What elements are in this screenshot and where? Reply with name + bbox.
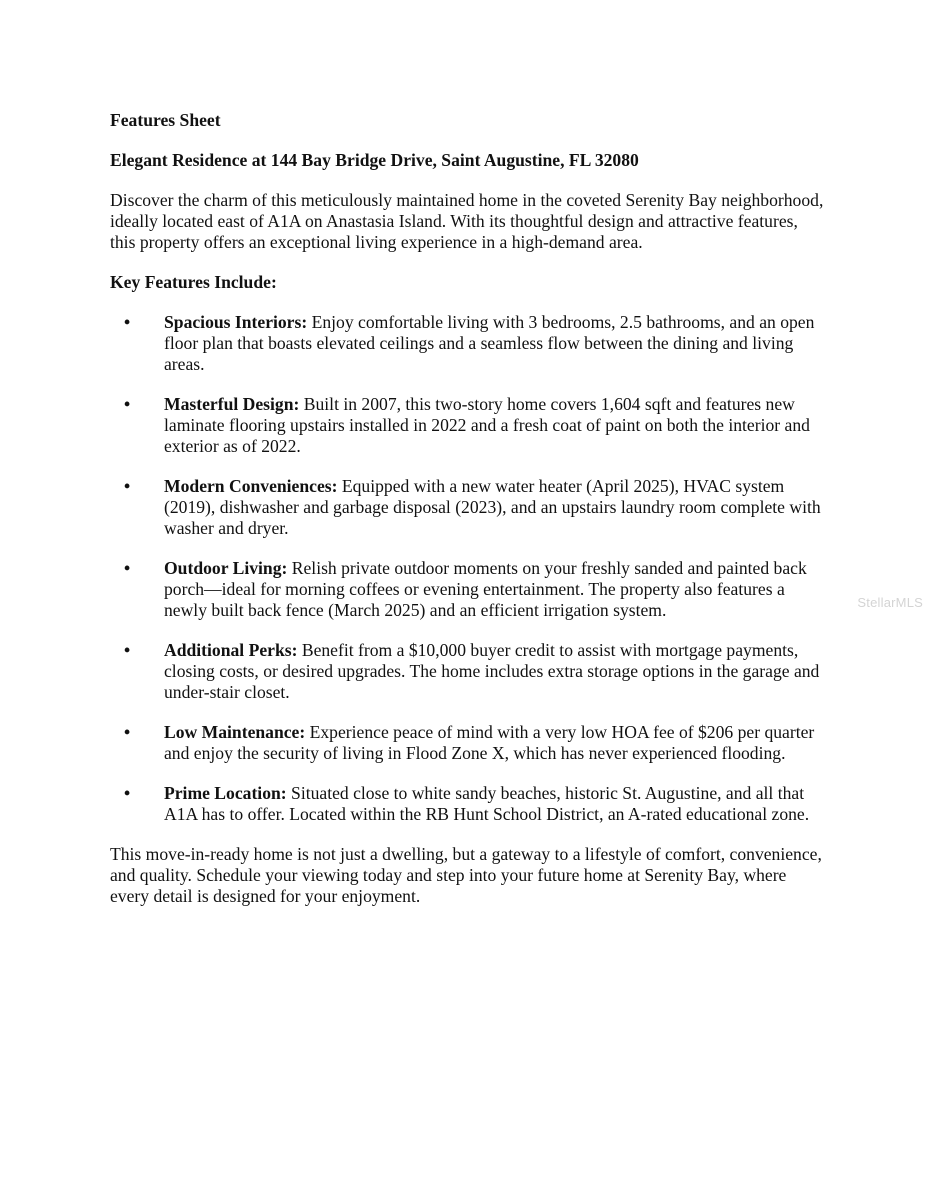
document-label: Features Sheet <box>110 110 221 130</box>
stellarmls-watermark: StellarMLS <box>857 595 923 610</box>
bullet-icon: • <box>124 394 131 414</box>
feature-text: Built in 2007, this two-story home covers 1,604 sqft and features new laminate flooring upstairs installed in 2022 and a fresh coat of paint on both the interior and exterior as of 2022. <box>164 394 810 456</box>
feature-name: Modern Conveniences: <box>164 476 338 496</box>
feature-text: Equipped with a new water heater (April 2025), HVAC system (2019), dishwasher and garbage disposal (2023), and an upstairs laundry room complete with washer and dryer. <box>164 476 821 538</box>
bullet-icon: • <box>124 558 131 578</box>
feature-name: Prime Location: <box>164 783 287 803</box>
features-heading: Key Features Include: <box>110 272 277 292</box>
feature-text: Enjoy comfortable living with 3 bedrooms, 2.5 bathrooms, and an open floor plan that boasts elevated ceilings and a seamless flow between the dining and living areas. <box>164 312 815 374</box>
feature-text: Benefit from a $10,000 buyer credit to assist with mortgage payments, closing costs, or desired upgrades. The home includes extra storage options in the garage and under-stair closet. <box>164 640 820 702</box>
intro-paragraph: Discover the charm of this meticulously maintained home in the coveted Serenity Bay neighborhood, ideally located east of A1A on Anastasia Island. With its thoughtful design and attractive features, this property offers an exceptional living experience in a high-demand area. <box>110 190 824 252</box>
feature-item-low-maintenance <box>110 722 826 764</box>
bullet-icon: • <box>124 640 131 660</box>
bullet-icon: • <box>124 312 131 332</box>
feature-name: Low Maintenance: <box>164 722 306 742</box>
feature-item-masterful-design <box>110 394 826 457</box>
feature-item-outdoor-living <box>110 558 826 621</box>
feature-text: Relish private outdoor moments on your freshly sanded and painted back porch—ideal for morning coffees or evening entertainment. The property also features a newly built back fence (March 2025) and an efficient irrigation system. <box>164 558 807 620</box>
feature-name: Masterful Design: <box>164 394 300 414</box>
document-page <box>110 110 826 907</box>
feature-name: Additional Perks: <box>164 640 298 660</box>
feature-item-additional-perks <box>110 640 826 703</box>
bullet-icon: • <box>124 722 131 742</box>
feature-list <box>110 312 826 825</box>
feature-text: Experience peace of mind with a very low HOA fee of $206 per quarter and enjoy the security of living in Flood Zone X, which has never experienced flooding. <box>164 722 815 763</box>
feature-name: Spacious Interiors: <box>164 312 308 332</box>
bullet-icon: • <box>124 476 131 496</box>
feature-name: Outdoor Living: <box>164 558 288 578</box>
document-title: Elegant Residence at 144 Bay Bridge Drive, Saint Augustine, FL 32080 <box>110 150 639 170</box>
feature-item-spacious-interiors <box>110 312 826 375</box>
feature-item-prime-location <box>110 783 826 825</box>
bullet-icon: • <box>124 783 131 803</box>
feature-item-modern-conveniences <box>110 476 826 539</box>
feature-text: Situated close to white sandy beaches, historic St. Augustine, and all that A1A has to offer. Located within the RB Hunt School District, an A-rated educational zone. <box>164 783 810 824</box>
closing-paragraph: This move-in-ready home is not just a dwelling, but a gateway to a lifestyle of comfort, convenience, and quality. Schedule your viewing today and step into your future home at Serenity Bay, where every detail is designed for your enjoyment. <box>110 844 822 906</box>
